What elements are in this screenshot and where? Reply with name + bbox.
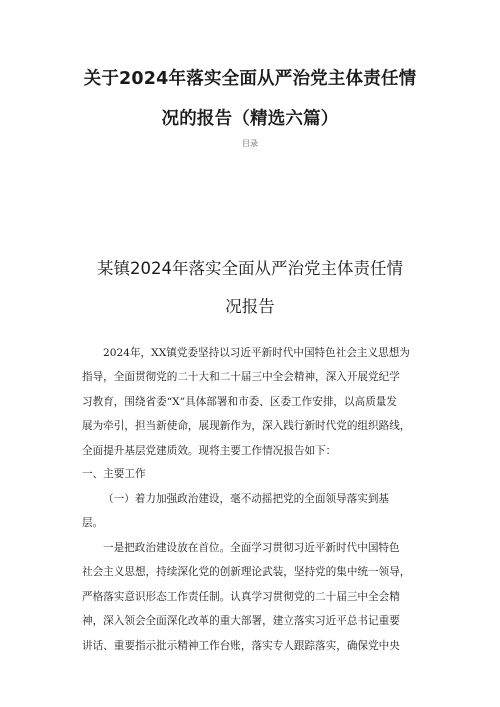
body-paragraph: [82, 536, 430, 658]
text-line: 讲话、重要指示批示精神工作台账，落实专人跟踪落实，确保党中央: [82, 639, 400, 652]
section-title-line-1: 某镇2024年落实全面从严治党主体责任情: [97, 259, 403, 278]
heading-text: 一、主要工作: [82, 468, 146, 480]
text-line: 全面提升基层党建质效。现将主要工作情况报告如下：: [82, 444, 337, 457]
heading-main-work: [82, 462, 430, 486]
text-line: 一是把政治建设放在首位。全面学习贯彻习近平新时代中国特色: [103, 542, 400, 554]
document-title-line-2: 况的报告（精选六篇）: [161, 109, 339, 129]
table-of-contents-label: 目录: [242, 139, 258, 148]
section-title-line-2: 况报告: [225, 297, 275, 316]
text-line: （一）着力加强政治建设，毫不动摇把党的全面领导落实到基: [103, 493, 390, 505]
text-line: 习教育，围绕省委“X”具体部署和市委、区委工作安排，以高质量发: [82, 395, 397, 408]
text-line: 社会主义思想，持续深化党的创新理论武装，坚持党的集中统一领导，: [82, 566, 411, 579]
text-line: 指导，全面贯彻党的二十大和二十届三中全会精神，深入开展党纪学: [82, 371, 400, 384]
sub-heading-paragraph: [82, 487, 430, 536]
text-line: 展为牵引，担当新使命，展现新作为，深入践行新时代党的组织路线，: [82, 420, 411, 433]
text-line: 神，深入领会全面深化改革的重大部署，建立落实习近平总书记重要: [82, 615, 400, 628]
text-line: 严格落实意识形态工作责任制。认真学习贯彻党的二十届三中全会精: [82, 590, 400, 603]
document-title-line-1: 关于2024年落实全面从严治党主体责任情: [83, 69, 417, 89]
text-line: 层。: [82, 517, 104, 530]
text-line: 2024年，XX镇党委坚持以习近平新时代中国特色社会主义思想为: [103, 347, 410, 359]
intro-paragraph: [82, 341, 430, 463]
